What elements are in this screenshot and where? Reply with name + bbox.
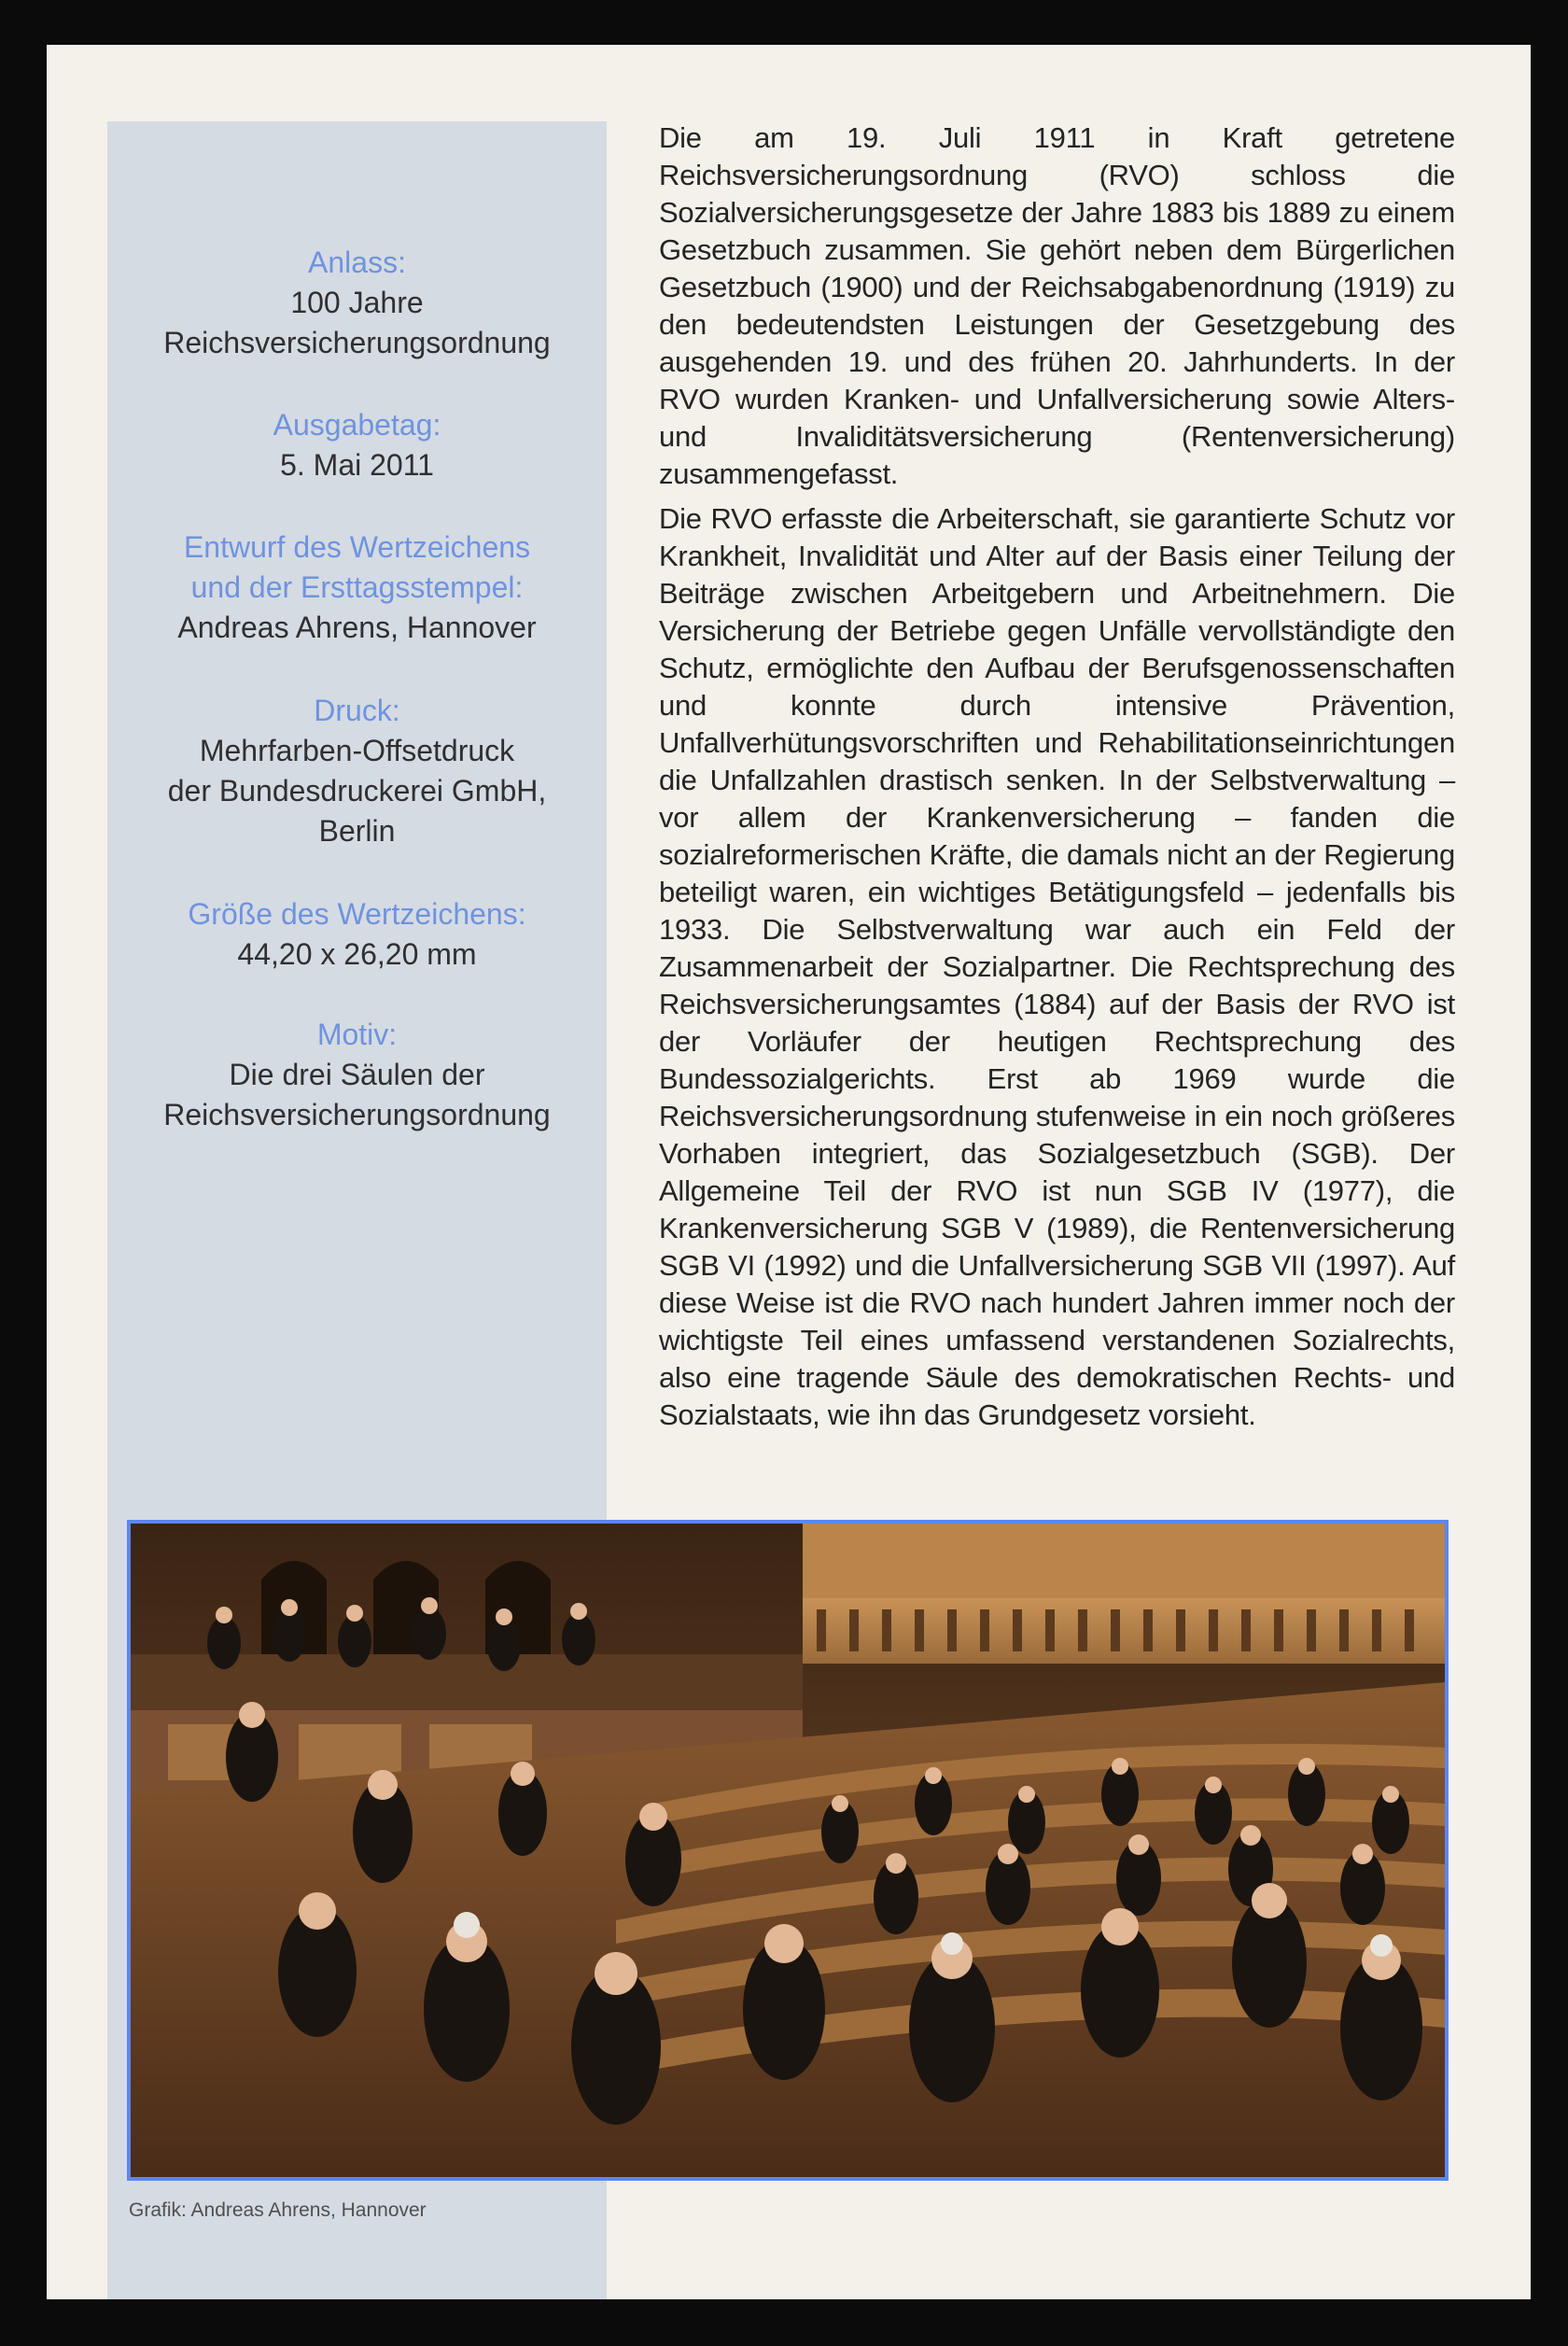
article-paragraph-2: Die RVO erfasste die Arbeiterschaft, sie garantierte Schutz vor Krankheit, Invalidität und Alter auf der Basis einer Teilung der Beiträge zwischen Arbeitgebern und Arbeitnehmern. Die Versicherung der Betriebe gegen Unfälle vervollständigte den Schutz, ermöglichte den Aufbau der Berufsgenossenschaften und konnte durch intensive Prävention, Unfallverhütungsvorschriften und Rehabilitationseinrichtungen die Unfallzahlen drastisch senken. In der Selbstverwaltung – vor allem der Krankenversicherung – fanden die sozialreformerischen Kräfte, die damals nicht an der Regierung beteiligt waren, ein wichtiges Betätigungsfeld – jedenfalls bis 1933. Die Selbstverwaltung war auch ein Feld der Zusammenarbeit der Sozialpartner. Die Rechtsprechung des Reichsversicherungsamtes (1884) auf der Basis der RVO ist der Vorläufer der heutigen Rechtsprechung des Bundessozialgerichts. Erst ab 1969 wurde die Reichsversicherungsordnung stufenweise in ein noch größeres Vorhaben integriert, das Sozialgesetzbuch (SGB). Der Allgemeine Teil der RVO ist nun SGB IV (1977), die Krankenversicherung SGB V (1989), die Rentenversicherung SGB VI (1992) und die Unfallversicherung SGB VII (1997). Auf diese Weise ist die RVO nach hundert Jahren immer noch der wichtigste Teil eines umfassend verstandenen Sozialrechts, also eine tragende Säule des demokratischen Rechts- und Sozialstaats, wie ihn das Grundgesetz vorsieht. <box>659 502 1455 1431</box>
info-printing-label: Druck: <box>314 694 400 727</box>
info-occasion <box>107 243 607 363</box>
info-occasion-line-1: 100 Jahre <box>290 286 424 319</box>
info-occasion-line-2: Reichsversicherungsordnung <box>163 326 551 359</box>
illustration-caption: Grafik: Andreas Ahrens, Hannover <box>129 2199 427 2221</box>
info-printing-line-1: Mehrfarben-Offsetdruck <box>199 734 515 767</box>
info-design-value: Andreas Ahrens, Hannover <box>177 611 537 644</box>
info-design <box>107 527 607 648</box>
info-issue-date-label: Ausgabetag: <box>273 408 441 442</box>
article-paragraph-1: Die am 19. Juli 1911 in Kraft getretene Reichsversicherungsordnung (RVO) schloss die Sozialversicherungsgesetze der Jahre 1883 bis 1889 zu einem Gesetzbuch zusammen. Sie gehört neben dem Bürgerlichen Gesetzbuch (1900) und der Reichsabgabenordnung (1919) zu den bedeutendsten Leistungen der Gesetzgebung des ausgehenden 19. und des frühen 20. Jahrhunderts. In der RVO wurden Kranken- und Unfallversicherung sowie Alters- und Invaliditätsversicherung (Rentenversicherung) zusammengefasst. <box>659 121 1455 490</box>
info-issue-date <box>107 405 607 485</box>
info-motif-label: Motiv: <box>316 1018 398 1051</box>
info-occasion-label: Anlass: <box>308 246 406 279</box>
info-motif <box>107 1015 607 1135</box>
info-printing-line-2: der Bundesdruckerei GmbH, <box>167 774 547 808</box>
article-body <box>659 119 1455 1441</box>
parliament-painting <box>127 1520 1449 2181</box>
info-stamp-size <box>107 894 607 975</box>
info-printing <box>107 691 607 851</box>
info-stamp-size-value: 44,20 x 26,20 mm <box>237 937 477 971</box>
info-design-label: Entwurf des Wertzeichens und der Ersttagsstempel: <box>183 530 531 604</box>
document-page <box>47 45 1531 2299</box>
parliament-painting-drawing <box>131 1524 1445 2177</box>
info-printing-line-3: Berlin <box>318 814 396 848</box>
info-stamp-size-label: Größe des Wertzeichens: <box>188 897 526 931</box>
info-motif-line-2: Reichsversicherungsordnung <box>163 1098 551 1131</box>
info-issue-date-value: 5. Mai 2011 <box>280 448 434 482</box>
info-motif-line-1: Die drei Säulen der <box>229 1058 485 1091</box>
